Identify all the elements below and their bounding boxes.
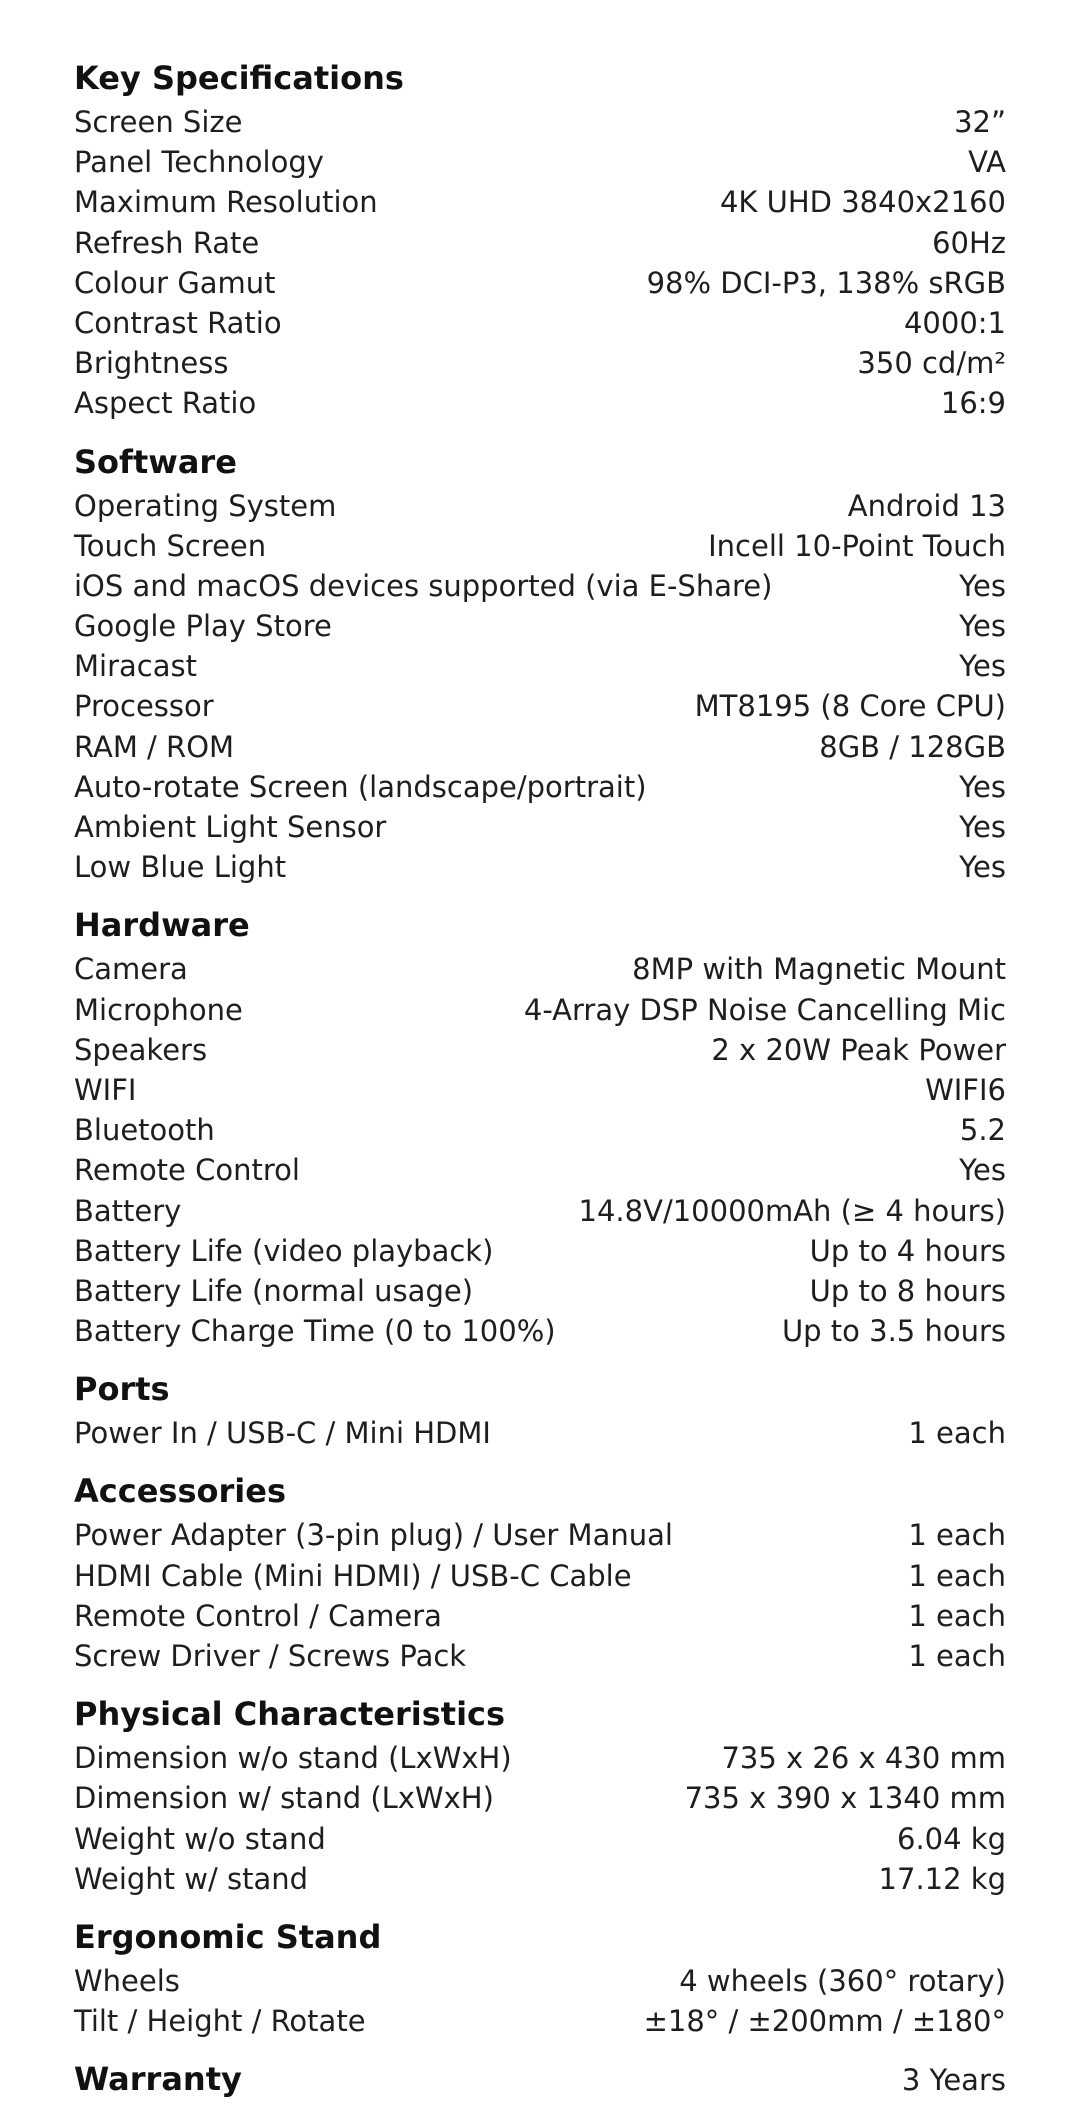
spec-value: Up to 8 hours [809,1273,1006,1308]
spec-row [74,1819,1006,1859]
spec-value: 6.04 kg [897,1821,1006,1856]
spec-value: Yes [959,1153,1006,1188]
spec-label: RAM / ROM [74,729,235,764]
spec-label: Aspect Ratio [74,386,257,421]
spec-value: 4 wheels (360° rotary) [679,1963,1006,1998]
spec-row [74,1271,1006,1311]
spec-label: Wheels [74,1963,180,1998]
spec-row [74,383,1006,423]
spec-row [74,526,1006,566]
spec-label: Colour Gamut [74,265,276,300]
spec-row [74,1191,1006,1231]
section-title: Warranty [74,2060,242,2099]
spec-row [74,1778,1006,1818]
spec-row [74,1556,1006,1596]
spec-row [74,847,1006,887]
spec-row [74,686,1006,726]
spec-row [74,263,1006,303]
spec-label: Weight w/ stand [74,1861,308,1896]
section-physical-characteristics [74,1690,1006,1899]
spec-row [74,1413,1006,1453]
section-hardware [74,901,1006,1351]
spec-value: 1 each [908,1518,1006,1553]
spec-label: Screw Driver / Screws Pack [74,1639,467,1673]
spec-label: WIFI [74,1072,137,1107]
section-title: Ports [74,1370,170,1409]
spec-row [74,1030,1006,1070]
spec-value: 16:9 [940,386,1006,421]
spec-value: 1 each [908,1558,1006,1593]
section-accessories [74,1467,1006,1676]
spec-label: Battery Charge Time (0 to 100%) [74,1314,556,1349]
spec-label: Maximum Resolution [74,185,378,220]
spec-sheet [74,54,1006,2118]
spec-value: 4K UHD 3840x2160 [719,185,1006,220]
spec-label: Power In / USB-C / Mini HDMI [74,1416,491,1451]
spec-row [74,182,1006,222]
section-warranty [74,2055,1006,2104]
spec-value: Up to 3.5 hours [781,1314,1006,1349]
spec-label: Ambient Light Sensor [74,810,387,844]
spec-label: Brightness [74,346,229,381]
spec-value: 14.8V/10000mAh (≥ 4 hours) [578,1193,1006,1228]
spec-label: Remote Control [74,1153,300,1188]
spec-row [74,102,1006,142]
spec-value: Yes [959,609,1006,644]
spec-label: Tilt / Height / Rotate [74,2004,366,2039]
spec-value: 1 each [908,1598,1006,1633]
section-title: Physical Characteristics [74,1695,506,1734]
spec-value: ±18° / ±200mm / ±180° [643,2004,1006,2039]
spec-label: Dimension w/o stand (LxWxH) [74,1741,512,1776]
spec-row [74,807,1006,847]
spec-row [74,646,1006,686]
spec-value: Yes [959,769,1006,804]
section-title: Software [74,442,237,481]
spec-value: 1 each [908,1639,1006,1673]
section-title: Accessories [74,1472,286,1511]
spec-value: Incell 10-Point Touch [708,528,1006,563]
spec-value: 60Hz [932,225,1006,260]
section-title: Key Specifications [74,59,404,97]
spec-row [74,1738,1006,1778]
spec-label: Battery [74,1193,182,1228]
spec-value: WIFI6 [925,1072,1006,1107]
spec-value: Yes [959,850,1006,885]
section-key-specifications [74,54,1006,424]
spec-label: Panel Technology [74,145,324,180]
spec-row [74,486,1006,526]
spec-value: 8GB / 128GB [819,729,1006,764]
spec-value: 2 x 20W Peak Power [711,1032,1006,1067]
spec-label: Microphone [74,992,243,1027]
spec-row [74,1150,1006,1190]
section-ergonomic-stand [74,1913,1006,2041]
spec-value: 4-Array DSP Noise Cancelling Mic [523,992,1006,1027]
spec-value: 32” [954,105,1006,139]
spec-value: 350 cd/m² [857,346,1006,381]
spec-label: iOS and macOS devices supported (via E-Share) [74,568,773,603]
spec-label: Refresh Rate [74,225,260,260]
spec-row [74,2001,1006,2041]
spec-label: Touch Screen [74,528,267,563]
spec-value: Yes [959,568,1006,603]
spec-value: 735 x 26 x 430 mm [721,1741,1006,1776]
spec-row [74,142,1006,182]
spec-value: 735 x 390 x 1340 mm [684,1781,1006,1816]
spec-value: Yes [959,810,1006,844]
spec-value: Android 13 [847,488,1006,523]
spec-label: Speakers [74,1032,208,1067]
section-ports [74,1365,1006,1453]
spec-row [74,1596,1006,1636]
section-title: Ergonomic Stand [74,1917,382,1956]
spec-label: Miracast [74,649,197,684]
spec-row [74,767,1006,807]
spec-row [74,1515,1006,1555]
spec-value: 4000:1 [903,305,1006,340]
spec-value: Yes [959,649,1006,684]
spec-label: Bluetooth [74,1113,215,1148]
spec-value: 17.12 kg [878,1861,1006,1896]
spec-row [74,990,1006,1030]
spec-label: HDMI Cable (Mini HDMI) / USB-C Cable [74,1558,632,1593]
spec-value: Up to 4 hours [809,1233,1006,1268]
spec-label: Contrast Ratio [74,305,282,340]
spec-label: Camera [74,952,188,987]
spec-row [74,1859,1006,1899]
spec-value: 1 each [908,1416,1006,1451]
spec-row [74,223,1006,263]
spec-row [74,727,1006,767]
spec-label: Screen Size [74,105,243,139]
spec-value: MT8195 (8 Core CPU) [694,689,1006,724]
spec-label: Power Adapter (3-pin plug) / User Manual [74,1518,673,1553]
spec-label: Google Play Store [74,609,332,644]
spec-row [74,1070,1006,1110]
spec-label: Dimension w/ stand (LxWxH) [74,1781,494,1816]
spec-value: 5.2 [959,1113,1006,1148]
spec-value: 98% DCI-P3, 138% sRGB [646,265,1006,300]
spec-label: Operating System [74,488,337,523]
spec-row [74,343,1006,383]
spec-row [74,606,1006,646]
spec-label: Remote Control / Camera [74,1598,442,1633]
spec-label: Auto-rotate Screen (landscape/portrait) [74,769,647,804]
spec-label: Processor [74,689,214,724]
spec-label: Weight w/o stand [74,1821,326,1856]
spec-label: Low Blue Light [74,850,287,885]
section-software [74,438,1006,888]
spec-row [74,949,1006,989]
warranty-value: 3 Years [901,2063,1006,2098]
spec-row [74,1110,1006,1150]
spec-value: VA [968,145,1006,180]
spec-row [74,1231,1006,1271]
spec-row [74,303,1006,343]
spec-row [74,1311,1006,1351]
spec-row [74,1636,1006,1676]
spec-row [74,1961,1006,2001]
spec-row [74,566,1006,606]
spec-label: Battery Life (normal usage) [74,1273,474,1308]
spec-label: Battery Life (video playback) [74,1233,494,1268]
section-title: Hardware [74,906,250,945]
spec-value: 8MP with Magnetic Mount [632,952,1006,987]
